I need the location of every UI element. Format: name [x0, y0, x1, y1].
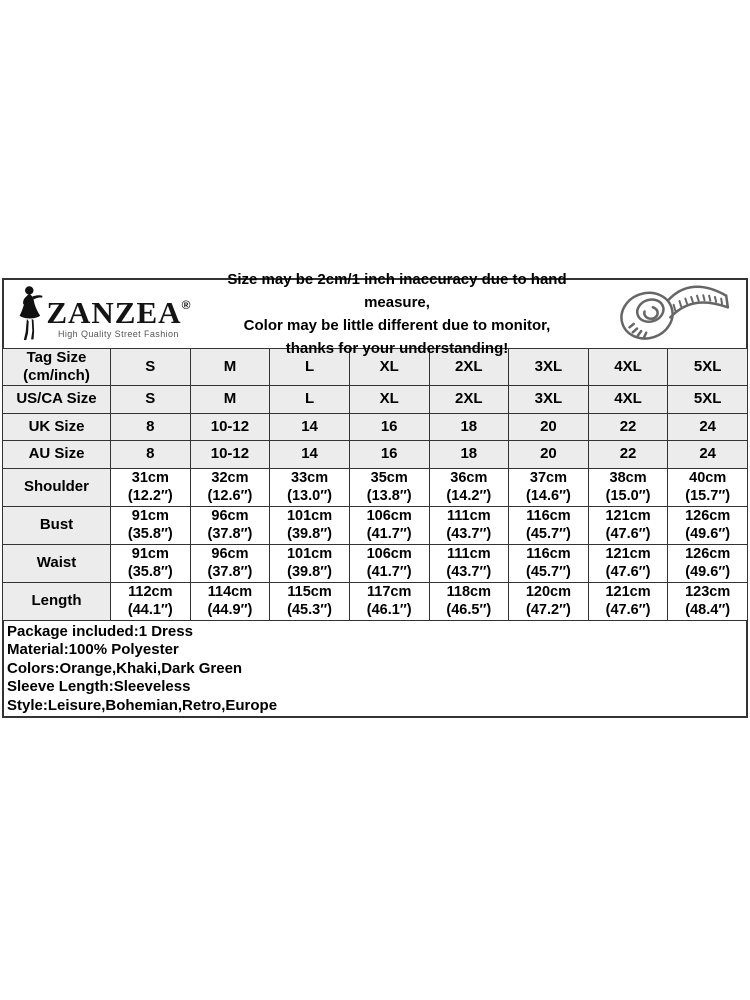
table-row: [3, 506, 748, 544]
row-label: UK Size: [3, 413, 111, 441]
product-details: [2, 621, 748, 718]
size-cell: 5XL: [668, 386, 748, 414]
size-cell: 114cm (44.9″): [190, 582, 270, 620]
size-table: [2, 348, 748, 621]
row-label: Tag Size (cm/inch): [3, 349, 111, 386]
table-row: [3, 386, 748, 414]
size-cell: 32cm (12.6″): [190, 468, 270, 506]
size-cell: 121cm (47.6″): [588, 582, 668, 620]
size-cell: M: [190, 386, 270, 414]
size-cell: 33cm (13.0″): [270, 468, 350, 506]
size-cell: 4XL: [588, 386, 668, 414]
row-label: US/CA Size: [3, 386, 111, 414]
brand-logo: [4, 285, 196, 343]
size-cell: 10-12: [190, 413, 270, 441]
size-chart-sheet: [2, 271, 748, 718]
size-cell: 116cm (45.7″): [509, 506, 589, 544]
size-cell: 3XL: [509, 386, 589, 414]
size-cell: 96cm (37.8″): [190, 544, 270, 582]
size-cell: 117cm (46.1″): [349, 582, 429, 620]
size-cell: S: [111, 349, 191, 386]
size-cell: 16: [349, 441, 429, 469]
size-cell: 121cm (47.6″): [588, 544, 668, 582]
detail-line: Material:100% Polyester: [7, 641, 179, 659]
size-cell: L: [270, 349, 350, 386]
size-cell: S: [111, 386, 191, 414]
size-cell: 123cm (48.4″): [668, 582, 748, 620]
row-label: Length: [3, 582, 111, 620]
size-cell: 22: [588, 441, 668, 469]
size-cell: 118cm (46.5″): [429, 582, 509, 620]
size-cell: L: [270, 386, 350, 414]
size-cell: 16: [349, 413, 429, 441]
size-cell: 91cm (35.8″): [111, 506, 191, 544]
size-cell: 111cm (43.7″): [429, 544, 509, 582]
size-cell: 31cm (12.2″): [111, 468, 191, 506]
detail-line: Colors:Orange,Khaki,Dark Green: [7, 659, 243, 677]
header-row: [2, 271, 748, 357]
size-cell: 120cm (47.2″): [509, 582, 589, 620]
table-row: [3, 544, 748, 582]
size-cell: 35cm (13.8″): [349, 468, 429, 506]
size-cell: 14: [270, 413, 350, 441]
size-cell: 112cm (44.1″): [111, 582, 191, 620]
size-cell: XL: [349, 386, 429, 414]
size-cell: 101cm (39.8″): [270, 544, 350, 582]
size-cell: 8: [111, 441, 191, 469]
size-cell: 106cm (41.7″): [349, 544, 429, 582]
table-row: [3, 413, 748, 441]
size-cell: 18: [429, 441, 509, 469]
detail-line: Package included:1 Dress: [7, 622, 193, 640]
size-cell: 24: [668, 413, 748, 441]
size-cell: 10-12: [190, 441, 270, 469]
size-cell: 96cm (37.8″): [190, 506, 270, 544]
disclaimer-line: thanks for your understanding!: [285, 340, 509, 357]
size-cell: 24: [668, 441, 748, 469]
row-label: Shoulder: [3, 468, 111, 506]
size-cell: 91cm (35.8″): [111, 544, 191, 582]
size-cell: 20: [509, 413, 589, 441]
size-cell: 5XL: [668, 349, 748, 386]
size-cell: 106cm (41.7″): [349, 506, 429, 544]
size-cell: 20: [509, 441, 589, 469]
size-cell: 40cm (15.7″): [668, 468, 748, 506]
disclaimer-line: Size may be 2cm/1 inch inaccuracy due to hand measure,: [227, 271, 567, 311]
size-cell: 116cm (45.7″): [509, 544, 589, 582]
detail-line: Style:Leisure,Bohemian,Retro,Europe: [7, 696, 278, 714]
size-cell: 8: [111, 413, 191, 441]
size-cell: 2XL: [429, 386, 509, 414]
woman-silhouette-icon: [16, 285, 44, 343]
size-cell: 111cm (43.7″): [429, 506, 509, 544]
row-label: AU Size: [3, 441, 111, 469]
size-cell: 126cm (49.6″): [668, 544, 748, 582]
brand-text: [46, 290, 190, 339]
size-disclaimer: [196, 268, 598, 360]
table-row: [3, 468, 748, 506]
size-cell: 115cm (45.3″): [270, 582, 350, 620]
row-label: Bust: [3, 506, 111, 544]
size-cell: 36cm (14.2″): [429, 468, 509, 506]
size-cell: XL: [349, 349, 429, 386]
size-cell: 4XL: [588, 349, 668, 386]
measuring-tape-icon: [598, 279, 746, 349]
size-cell: 38cm (15.0″): [588, 468, 668, 506]
size-cell: 121cm (47.6″): [588, 506, 668, 544]
size-cell: 14: [270, 441, 350, 469]
size-cell: M: [190, 349, 270, 386]
table-row: [3, 582, 748, 620]
registered-mark: ®: [181, 297, 191, 312]
size-cell: 3XL: [509, 349, 589, 386]
size-cell: 126cm (49.6″): [668, 506, 748, 544]
row-label: Waist: [3, 544, 111, 582]
brand-name: ZANZEA®: [46, 294, 191, 330]
size-cell: 2XL: [429, 349, 509, 386]
size-cell: 22: [588, 413, 668, 441]
size-cell: 18: [429, 413, 509, 441]
brand-tagline: High Quality Street Fashion: [57, 328, 179, 339]
detail-line: Sleeve Length:Sleeveless: [7, 678, 191, 696]
table-row: [3, 441, 748, 469]
disclaimer-line: Color may be little different due to monitor,: [243, 317, 551, 334]
size-cell: 101cm (39.8″): [270, 506, 350, 544]
size-cell: 37cm (14.6″): [509, 468, 589, 506]
